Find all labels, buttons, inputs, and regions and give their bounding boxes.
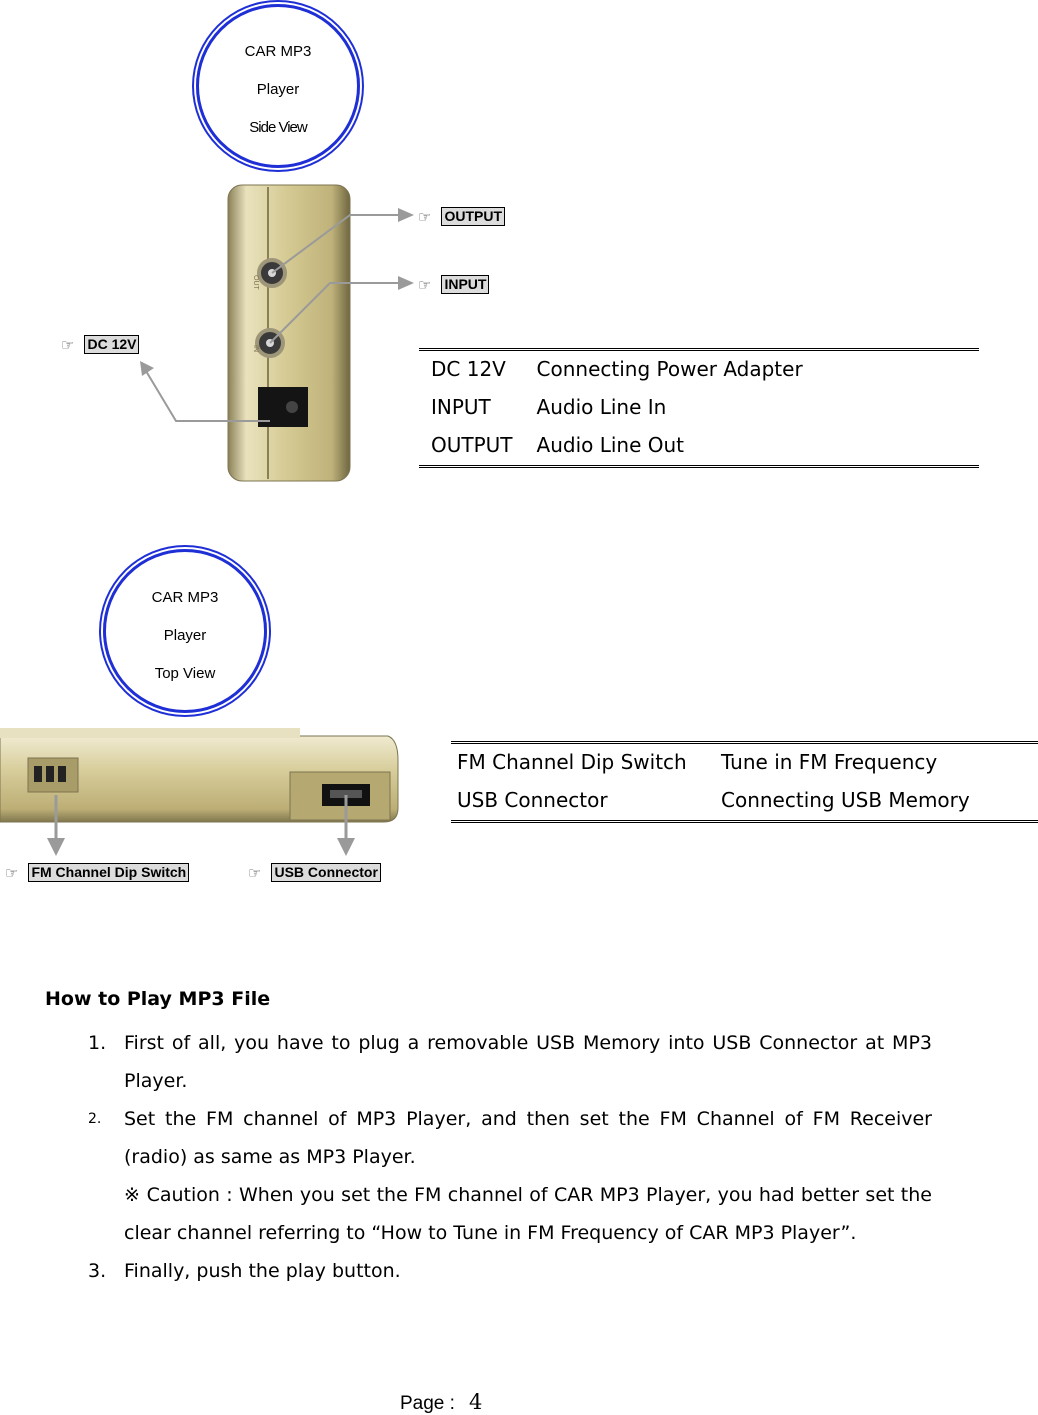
- circle-line: Side View: [249, 119, 307, 136]
- step-number: [88, 1176, 124, 1252]
- list-item: [88, 1176, 932, 1252]
- spec-term: OUTPUT: [431, 433, 513, 457]
- svg-text:IN: IN: [252, 345, 259, 352]
- usb-label: USB Connector: [271, 863, 380, 882]
- svg-text:OUT: OUT: [252, 275, 259, 290]
- table-row: [419, 427, 979, 467]
- dip-switch-label: FM Channel Dip Switch: [28, 863, 189, 882]
- dip-switch-callout: [5, 863, 189, 882]
- spec-desc: Audio Line In: [536, 395, 667, 419]
- spec-term: FM Channel Dip Switch: [457, 750, 687, 774]
- circle-line: CAR MP3: [151, 589, 219, 606]
- table-row: [419, 350, 979, 390]
- caution-text: ※ Caution : When you set the FM channel of CAR MP3 Player, you had better set the clear channel referring to “How to Tune in FM Frequency of CAR MP3 Player”.: [124, 1184, 932, 1244]
- spec-term: USB Connector: [457, 788, 608, 812]
- dc-label: DC 12V: [84, 335, 139, 354]
- top-view-spec-table: [451, 741, 1038, 823]
- step-number: 3.: [88, 1260, 107, 1282]
- spec-desc: Connecting USB Memory: [721, 788, 970, 812]
- list-item: [88, 1100, 932, 1176]
- list-item: [88, 1024, 932, 1100]
- step-number: 2.: [88, 1111, 102, 1127]
- spec-term: INPUT: [431, 395, 491, 419]
- output-label: OUTPUT: [441, 207, 505, 226]
- circle-line: CAR MP3: [244, 43, 312, 60]
- circle-line: Top View: [154, 665, 216, 682]
- step-text: Set the FM channel of MP3 Player, and then set the FM Channel of FM Receiver (radio) as same as MP3 Player.: [124, 1108, 932, 1168]
- hand-pointer-icon: ☞: [418, 275, 432, 294]
- spec-desc: Connecting Power Adapter: [536, 357, 803, 381]
- side-view-spec-table: [419, 348, 979, 468]
- input-callout: [418, 275, 489, 294]
- circle-line: Player: [163, 627, 207, 644]
- hand-pointer-icon: ☞: [248, 863, 262, 882]
- spec-term: DC 12V: [431, 357, 506, 381]
- page-label: Page :: [400, 1393, 455, 1414]
- how-to-title: How to Play MP3 File: [45, 988, 271, 1010]
- circle-line: Player: [256, 81, 300, 98]
- hand-pointer-icon: ☞: [61, 335, 75, 354]
- dc-callout: [61, 335, 139, 354]
- step-number: 1.: [88, 1032, 107, 1054]
- table-row: [451, 743, 1038, 783]
- side-view-circle: [196, 4, 360, 168]
- spec-desc: Tune in FM Frequency: [721, 750, 938, 774]
- device-top-view-image: [0, 700, 420, 865]
- input-label: INPUT: [441, 275, 489, 294]
- hand-pointer-icon: ☞: [5, 863, 19, 882]
- step-text: Finally, push the play button.: [124, 1260, 401, 1282]
- page-number: 4: [468, 1390, 483, 1414]
- top-view-circle: [103, 549, 267, 713]
- list-item: [88, 1252, 932, 1290]
- output-callout: [418, 207, 505, 226]
- spec-desc: Audio Line Out: [536, 433, 685, 457]
- how-to-steps: [88, 1024, 932, 1290]
- step-text: First of all, you have to plug a removable USB Memory into USB Connector at MP3 Player.: [124, 1032, 932, 1092]
- hand-pointer-icon: ☞: [418, 207, 432, 226]
- usb-callout: [248, 863, 381, 882]
- table-row: [419, 389, 979, 427]
- page-footer: [400, 1390, 482, 1415]
- table-row: [451, 782, 1038, 822]
